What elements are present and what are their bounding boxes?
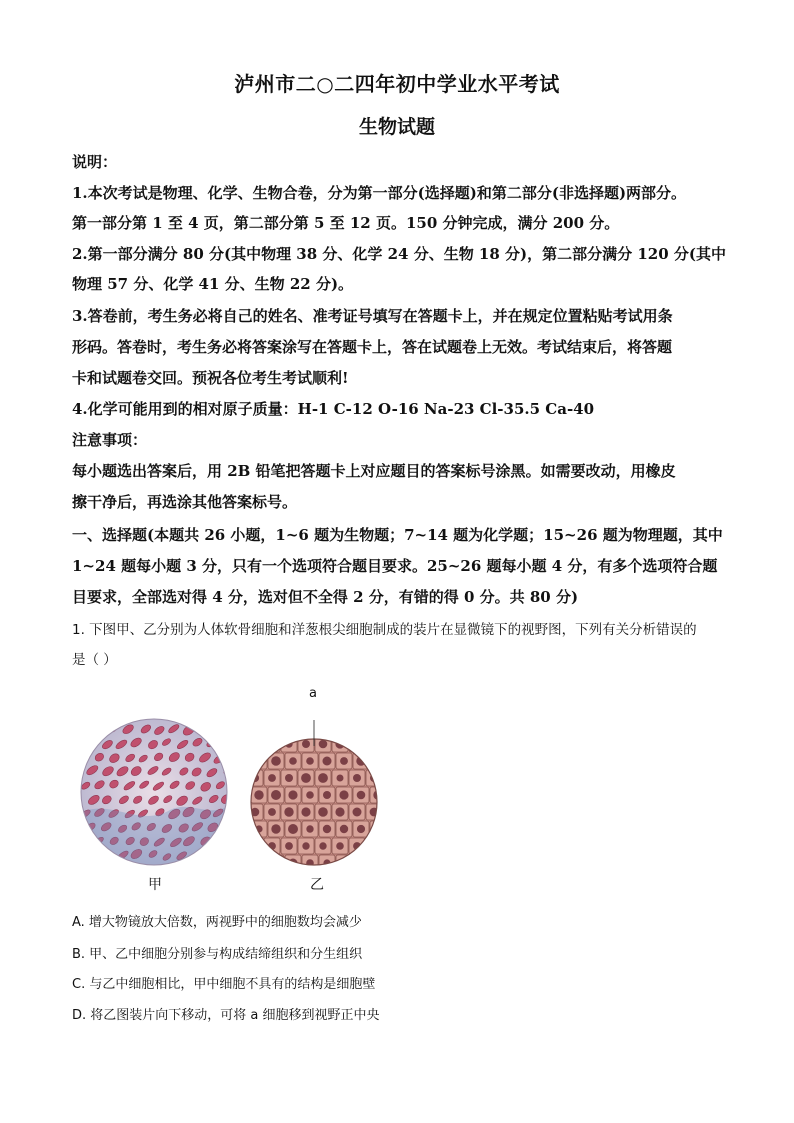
instructions-heading: 说明：	[72, 153, 118, 171]
instruction-line: 2.第一部分满分 80 分(其中物理 38 分、化学 24 分、生物 18 分)，第二部分满分 120 分(其中	[72, 245, 726, 263]
cartilage-cell	[101, 851, 113, 863]
cartilage-cell	[190, 718, 202, 722]
cell-nucleus	[374, 757, 379, 765]
cell-nucleus	[357, 859, 364, 866]
instruction-line: 形码。答卷时，考生务必将答案涂写在答题卡上，答在试题卷上无效。考试结束后，将答题	[72, 338, 673, 356]
root-tip-cell	[264, 736, 280, 752]
option-b: B. 甲、乙中细胞分别参与构成结缔组织和分生组织	[72, 947, 363, 962]
cartilage-cell	[93, 723, 107, 736]
root-tip-cell	[249, 736, 263, 752]
cartilage-cell	[214, 723, 226, 734]
cell-nucleus	[306, 757, 314, 765]
instruction-line: 第一部分第 1 至 4 页，第二部分第 5 至 12 页。150 分钟完成，满分 200 分。	[72, 214, 620, 232]
cartilage-cell	[80, 820, 85, 833]
cartilage-cell	[80, 849, 83, 860]
cell-nucleus	[353, 808, 362, 817]
cell-nucleus	[335, 807, 344, 816]
cell-nucleus	[271, 824, 280, 833]
cartilage-micrograph	[80, 718, 228, 866]
root-tip-cell	[251, 855, 267, 866]
root-tip-cell	[366, 838, 379, 854]
cell-nucleus	[301, 773, 311, 783]
cartilage-cell	[85, 851, 98, 862]
cell-nucleus	[369, 739, 378, 748]
cell-nucleus	[306, 791, 314, 799]
question-stem: 1. 下图甲、乙分别为人体软骨细胞和洋葱根尖细胞制成的装片在显微镜下的视野图，下列有关分析错误的	[72, 622, 697, 638]
instruction-line: 卡和试题卷交回。预祝各位考生考试顺利!	[72, 369, 349, 387]
subject-title: 生物试题	[358, 116, 435, 138]
cell-nucleus	[370, 842, 378, 850]
instruction-line: 3.答卷前，考生务必将自己的姓名、准考证号填写在答题卡上，并在规定位置粘贴考试用条	[72, 307, 673, 325]
section-heading-line: 目要求，全部选对得 4 分，选对但不全得 2 分，有错的得 0 分。共 80 分)	[72, 588, 579, 606]
cell-nucleus	[357, 791, 366, 800]
root-tip-cell	[366, 736, 379, 752]
label-a: a	[309, 686, 317, 701]
cell-nucleus	[269, 741, 276, 748]
cartilage-cell	[207, 718, 219, 721]
cell-nucleus	[353, 740, 362, 749]
cell-nucleus	[255, 859, 263, 866]
instruction-line: 物理 57 分、化学 41 分、生物 22 分)。	[72, 275, 354, 293]
root-tip-cell	[251, 753, 267, 769]
cell-nucleus	[302, 740, 310, 748]
cell-nucleus	[340, 859, 347, 866]
cell-nucleus	[284, 807, 293, 816]
root-tip-cell	[353, 855, 369, 866]
cartilage-cell	[204, 849, 218, 862]
cell-nucleus	[306, 825, 313, 832]
cell-nucleus	[250, 739, 259, 748]
cell-nucleus	[336, 842, 344, 850]
cell-nucleus	[318, 807, 328, 817]
cartilage-cell	[220, 822, 228, 833]
cartilage-cell	[222, 848, 228, 861]
cell-nucleus	[285, 842, 293, 850]
option-a: A. 增大物镜放大倍数，两视野中的细胞数均会减少	[72, 915, 362, 930]
cartilage-cell	[227, 723, 228, 736]
cell-nucleus	[288, 824, 298, 834]
cartilage-cell	[80, 718, 83, 721]
root-tip-cell	[349, 736, 365, 752]
section-heading-line: 一、选择题(本题共 26 小题，1~6 题为生物题；7~14 题为化学题；15~26 题为物理题，其中	[72, 526, 723, 544]
root-tip-cell	[249, 838, 263, 854]
cell-nucleus	[319, 842, 326, 849]
cell-nucleus	[319, 740, 328, 749]
cartilage-cell	[102, 718, 115, 721]
cell-nucleus	[254, 790, 263, 799]
instruction-line: 1.本次考试是物理、化学、生物合卷，分为第一部分(选择题)和第二部分(非选择题)两部分。	[72, 184, 687, 202]
notes-line: 擦干净后，再选涂其他答案标号。	[72, 493, 298, 511]
cell-nucleus	[302, 842, 309, 849]
cell-nucleus	[340, 825, 348, 833]
figure-caption-right: 乙	[310, 877, 324, 893]
cartilage-cell	[117, 718, 129, 720]
cell-nucleus	[323, 757, 332, 766]
root-tip-cell	[370, 855, 379, 866]
cell-nucleus	[340, 757, 348, 765]
instruction-line: 4.化学可能用到的相对原子质量：H-1 C-12 O-16 Na-23 Cl-35.5 Ca-40	[72, 400, 595, 418]
onion-root-tip-micrograph	[249, 718, 379, 866]
cartilage-cell	[227, 751, 228, 764]
cell-nucleus	[285, 774, 293, 782]
root-tip-cell	[370, 753, 379, 769]
cell-nucleus	[374, 859, 379, 866]
cartilage-cell	[86, 718, 98, 721]
cell-nucleus	[323, 825, 331, 833]
cell-nucleus	[289, 757, 297, 765]
exam-title: 泸州市二○二四年初中学业水平考试	[234, 72, 560, 96]
cell-nucleus	[288, 790, 297, 799]
cell-nucleus	[272, 859, 279, 866]
cartilage-cell	[221, 718, 228, 721]
cartilage-cell	[176, 718, 189, 721]
cartilage-cell	[212, 836, 225, 848]
cell-nucleus	[271, 756, 281, 766]
cartilage-cell	[80, 836, 91, 848]
cartilage-cell	[223, 738, 228, 748]
cell-nucleus	[251, 842, 259, 850]
option-c: C. 与乙中细胞相比，甲中细胞不具有的结构是细胞壁	[72, 977, 376, 992]
cell-nucleus	[353, 774, 361, 782]
cell-nucleus	[323, 791, 331, 799]
cartilage-cell	[199, 724, 213, 737]
figure-caption-left: 甲	[148, 877, 162, 893]
cell-nucleus	[318, 773, 328, 783]
cell-nucleus	[339, 790, 348, 799]
cell-nucleus	[357, 825, 365, 833]
option-d: D. 将乙图装片向下移动，可将 a 细胞移到视野正中央	[72, 1008, 380, 1023]
notes-heading: 注意事项：	[72, 431, 148, 449]
cell-nucleus	[271, 790, 281, 800]
cartilage-cell	[80, 740, 82, 750]
cell-nucleus	[268, 808, 276, 816]
cell-nucleus	[337, 775, 344, 782]
cell-nucleus	[301, 807, 310, 816]
question-stem: 是（ ）	[72, 652, 117, 668]
cell-nucleus	[374, 825, 379, 832]
cartilage-cell	[80, 725, 90, 736]
section-heading-line: 1~24 题每小题 3 分，只有一个选项符合题目要求。25~26 题每小题 4 分，有多个选项符合题	[72, 557, 718, 575]
cell-nucleus	[254, 756, 264, 766]
notes-line: 每小题选出答案后，用 2B 铅笔把答题卡上对应题目的答案标号涂黑。如需要改动，用橡皮	[72, 462, 676, 480]
cell-nucleus	[268, 774, 276, 782]
